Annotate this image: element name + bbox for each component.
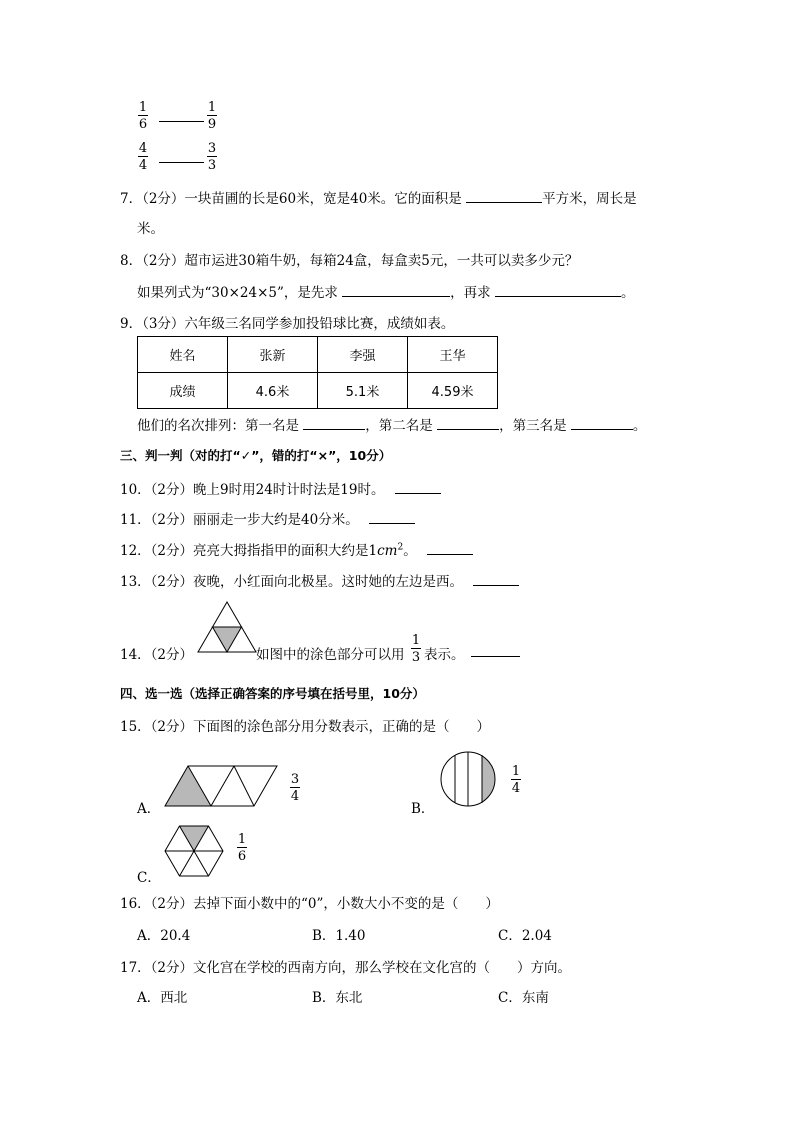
- q16-option-b[interactable]: B．1.40: [312, 928, 366, 944]
- fraction-three-thirds: [207, 142, 217, 172]
- question-12: [120, 539, 473, 559]
- numerator: 1: [207, 100, 217, 115]
- numerator: 3: [290, 772, 300, 787]
- option-b-label[interactable]: B．: [411, 801, 435, 817]
- q8-text-b: ，再求: [450, 285, 491, 301]
- denominator: 9: [207, 117, 217, 132]
- fraction-one-ninth: [207, 101, 217, 131]
- question-10: [120, 478, 441, 498]
- option-a-fraction: [290, 773, 300, 803]
- q10-answer-blank[interactable]: [395, 493, 441, 494]
- q12-answer-blank[interactable]: [427, 554, 473, 555]
- q8-text-a: 如果列式为“30×24×5”，是先求: [137, 285, 338, 301]
- q13-text: 13．（2分）夜晚，小红面向北极星。这时她的左边是西。: [120, 574, 464, 590]
- q17-option-c[interactable]: C．东南: [498, 990, 549, 1006]
- q11-answer-blank[interactable]: [369, 523, 415, 524]
- section-4-title: 四、选一选（选择正确答案的序号填在括号里，10分）: [120, 686, 425, 701]
- parallelogram-figure: [165, 766, 277, 807]
- section-3-title: 三、判一判（对的打“✓”，错的打“×”，10分）: [120, 448, 392, 463]
- numerator: 4: [138, 141, 148, 156]
- q8-blank-2[interactable]: [495, 296, 621, 297]
- numerator: 1: [511, 764, 521, 779]
- option-c-label[interactable]: C．: [137, 870, 161, 886]
- denominator: 3: [411, 650, 421, 665]
- table-cell: 4.59米: [408, 373, 498, 409]
- q12-text: 12．（2分）亮亮大拇指指甲的面积大约是: [120, 543, 369, 559]
- q9-rank-text-d: 。: [632, 418, 647, 434]
- q9-rank-text-a: 他们的名次排列：第一名是: [137, 418, 299, 434]
- q9-third-blank[interactable]: [571, 429, 633, 430]
- denominator: 6: [237, 849, 247, 864]
- question-13: [120, 570, 519, 590]
- numerator: 1: [237, 832, 247, 847]
- q14-label: 14．（2分）: [120, 647, 194, 663]
- question-7-line-1: [120, 187, 637, 207]
- q7-text: 7．（2分）一块苗圃的长是60米，宽是40米。它的面积是: [120, 191, 462, 207]
- q9-second-blank[interactable]: [437, 429, 499, 430]
- question-16: 16．（2分）去掉下面小数中的“0”，小数大小不变的是（ ）: [120, 896, 499, 912]
- q10-text: 10．（2分）晚上9时用24时计时法是19时。: [120, 482, 385, 498]
- denominator: 6: [138, 117, 148, 132]
- question-8-line-1: 8．（2分）超市运进30箱牛奶，每箱24盒，每盒卖5元，一共可以卖多少元？: [120, 253, 579, 269]
- q9-rank-text-b: ，第二名是: [365, 418, 433, 434]
- denominator: 3: [207, 158, 217, 173]
- question-9-line-1: 9．（3分）六年级三名同学参加投铅球比赛，成绩如表。: [120, 316, 455, 332]
- q16-option-c[interactable]: C．2.04: [498, 928, 552, 944]
- q12-end: 。: [403, 543, 417, 559]
- table-cell: 李强: [318, 337, 408, 373]
- fraction-four-fourths: [138, 142, 148, 172]
- table-cell: 4.6米: [228, 373, 318, 409]
- q12-unit: cm: [377, 543, 398, 559]
- triangle-figure: [198, 602, 256, 654]
- table-header-row: [138, 337, 498, 373]
- q9-first-blank[interactable]: [303, 429, 365, 430]
- q8-text-c: 。: [620, 285, 635, 301]
- q17-option-a[interactable]: A．西北: [137, 990, 188, 1006]
- table-cell: 5.1米: [318, 373, 408, 409]
- q7-line-2: 米。: [137, 221, 164, 237]
- q12-unit-number: 1: [368, 543, 378, 559]
- q17-option-b[interactable]: B．东北: [312, 990, 363, 1006]
- denominator: 4: [290, 789, 300, 804]
- table-cell: 张新: [228, 337, 318, 373]
- q11-text: 11．（2分）丽丽走一步大约是40分米。: [120, 512, 359, 528]
- compare-blank-2[interactable]: [159, 162, 204, 163]
- q9-rank-text-c: ，第三名是: [499, 418, 567, 434]
- table-cell: 姓名: [138, 337, 228, 373]
- numerator: 3: [207, 141, 217, 156]
- option-c-fraction: [237, 833, 247, 863]
- hexagon-figure: [165, 826, 223, 876]
- question-11: [120, 508, 415, 528]
- q14-fraction: [411, 634, 421, 664]
- table-cell: 王华: [408, 337, 498, 373]
- circle-figure: [440, 751, 496, 807]
- denominator: 4: [511, 781, 521, 796]
- compare-blank-1[interactable]: [159, 121, 204, 122]
- question-15: 15．（2分）下面图的涂色部分用分数表示，正确的是（ ）: [120, 719, 491, 735]
- q14-answer-blank[interactable]: [471, 656, 520, 657]
- score-table: [137, 336, 498, 409]
- question-17: 17．（2分）文化宫在学校的西南方向，那么学校在文化宫的（ ）方向。: [120, 960, 572, 976]
- numerator: 1: [138, 100, 148, 115]
- q9-ranking-line: [137, 414, 646, 434]
- q8-blank-1[interactable]: [342, 296, 450, 297]
- table-cell: 成绩: [138, 373, 228, 409]
- numerator: 1: [411, 633, 421, 648]
- q14-text-b: 表示。: [424, 647, 465, 663]
- q13-answer-blank[interactable]: [473, 585, 519, 586]
- question-8-line-2: [137, 281, 634, 301]
- q12-unit-exponent: 2: [397, 542, 404, 553]
- q7-text-suffix: 平方米，周长是: [542, 191, 637, 207]
- table-row: [138, 373, 498, 409]
- q7-area-blank[interactable]: [466, 202, 542, 203]
- q16-option-a[interactable]: A．20.4: [137, 928, 191, 944]
- denominator: 4: [138, 158, 148, 173]
- option-a-label[interactable]: A．: [137, 801, 161, 817]
- q14-text-a: 如图中的涂色部分可以用: [256, 647, 405, 663]
- fraction-one-sixth: [138, 101, 148, 131]
- option-b-fraction: [511, 765, 521, 795]
